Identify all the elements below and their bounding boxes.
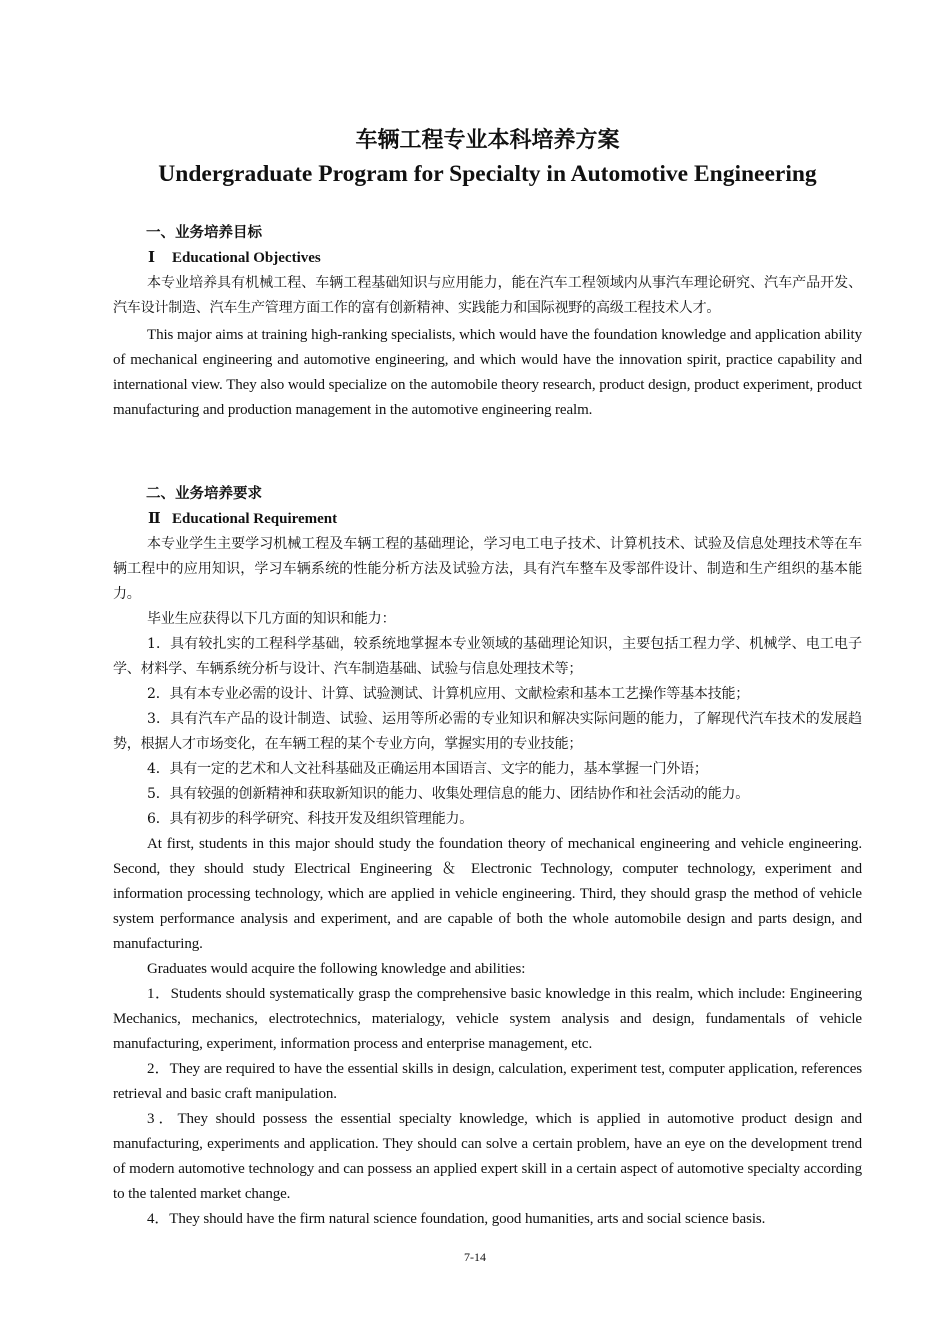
section-requirements — [113, 482, 862, 1232]
objectives-paragraph-zh: 本专业培养具有机械工程、车辆工程基础知识与应用能力，能在汽车工程领域内从事汽车理论研究、汽车产品开发、汽车设计制造、汽车生产管理方面工作的富有创新精神、实践能力和国际视野的高级工程技术人才。 — [113, 275, 862, 316]
requirement-item-en-4: 4．They should have the firm natural science foundation, good humanities, arts and social science basis. — [147, 1211, 766, 1227]
page-number: 7-14 — [464, 1250, 486, 1264]
requirements-lead-en: Graduates would acquire the following knowledge and abilities: — [147, 961, 526, 977]
requirement-item-zh-6: 6．具有初步的科学研究、科技开发及组织管理能力。 — [147, 811, 474, 827]
section1-roman-numeral: Ⅰ — [148, 250, 156, 266]
section1-heading-en — [113, 246, 862, 271]
section1-heading-zh: 一、业务培养目标 — [146, 225, 262, 241]
objectives-paragraph-en: This major aims at training high-ranking specialists, which would have the foundation knowledge and application ability of mechanical engineering and automotive engineering, and which would have the innovation spirit, practice capability and international view. They also would specialize on the automobile theory research, product design, product experiment, product manufacturing and production management in the automotive engineering realm. — [113, 327, 862, 418]
requirement-item-zh-1: 1．具有较扎实的工程科学基础，较系统地掌握本专业领域的基础理论知识，主要包括工程力学、机械学、电工电子学、材料学、车辆系统分析与设计、汽车制造基础、试验与信息处理技术等； — [113, 636, 862, 677]
section2-roman-numeral: Ⅱ — [148, 511, 161, 527]
section2-heading-en-text: Educational Requirement — [172, 511, 338, 527]
title-chinese: 车辆工程专业本科培养方案 — [355, 128, 620, 153]
requirement-item-en-2: 2．They are required to have the essential skills in design, calculation, experiment test, computer application, references retrieval and basic craft manipulation. — [113, 1061, 862, 1102]
requirement-item-en-3: 3．They should possess the essential specialty knowledge, which is applied in automotive product design and manufacturing, experiments and application. They should can solve a certain problem, have an eye on the development trend of modern automotive technology and can possess an applied expert skill in a certain aspect of automotive specialty according to the talented market change. — [113, 1111, 862, 1202]
requirements-intro-en: At first, students in this major should study the foundation theory of mechanical engineering and vehicle engineering. Second, they should study Electrical Engineering ＆ Electronic Technology, computer technology, experiment and information processing technology, which are applied in vehicle engineering. Third, they should grasp the method of vehicle system performance analysis and experiment, and are capable of both the whole automobile design and parts design, and manufacturing. — [113, 836, 862, 952]
section1-heading-en-text: Educational Objectives — [172, 250, 321, 266]
requirements-lead-zh: 毕业生应获得以下几方面的知识和能力： — [147, 611, 396, 627]
title-english: Undergraduate Program for Specialty in Automotive Engineering — [158, 161, 817, 187]
requirement-item-zh-5: 5．具有较强的创新精神和获取新知识的能力、收集处理信息的能力、团结协作和社会活动的能力。 — [147, 786, 750, 802]
section-objectives — [113, 221, 862, 423]
requirement-item-en-1: 1．Students should systematically grasp the comprehensive basic knowledge in this realm, which include: Engineering Mechanics, mechanics, electrotechnics, materialogy, vehicle system analysis and design, fundamentals of vehicle manufacturing, experiment, information process and enterprise management, etc. — [113, 986, 862, 1052]
requirement-item-zh-2: 2．具有本专业必需的设计、计算、试验测试、计算机应用、文献检索和基本工艺操作等基本技能； — [147, 686, 750, 702]
requirements-intro-zh: 本专业学生主要学习机械工程及车辆工程的基础理论，学习电工电子技术、计算机技术、试验及信息处理技术等在车辆工程中的应用知识，学习车辆系统的性能分析方法及试验方法，具有汽车整车及零部件设计、制造和生产组织的基本能力。 — [113, 536, 862, 602]
requirement-item-zh-4: 4．具有一定的艺术和人文社科基础及正确运用本国语言、文字的能力，基本掌握一门外语； — [147, 761, 708, 777]
section2-heading-en — [113, 507, 862, 532]
section2-heading-zh: 二、业务培养要求 — [146, 486, 262, 502]
requirement-item-zh-3: 3．具有汽车产品的设计制造、试验、运用等所必需的专业知识和解决实际问题的能力，了解现代汽车技术的发展趋势，根据人才市场变化，在车辆工程的某个专业方向，掌握实用的专业技能； — [113, 711, 862, 752]
